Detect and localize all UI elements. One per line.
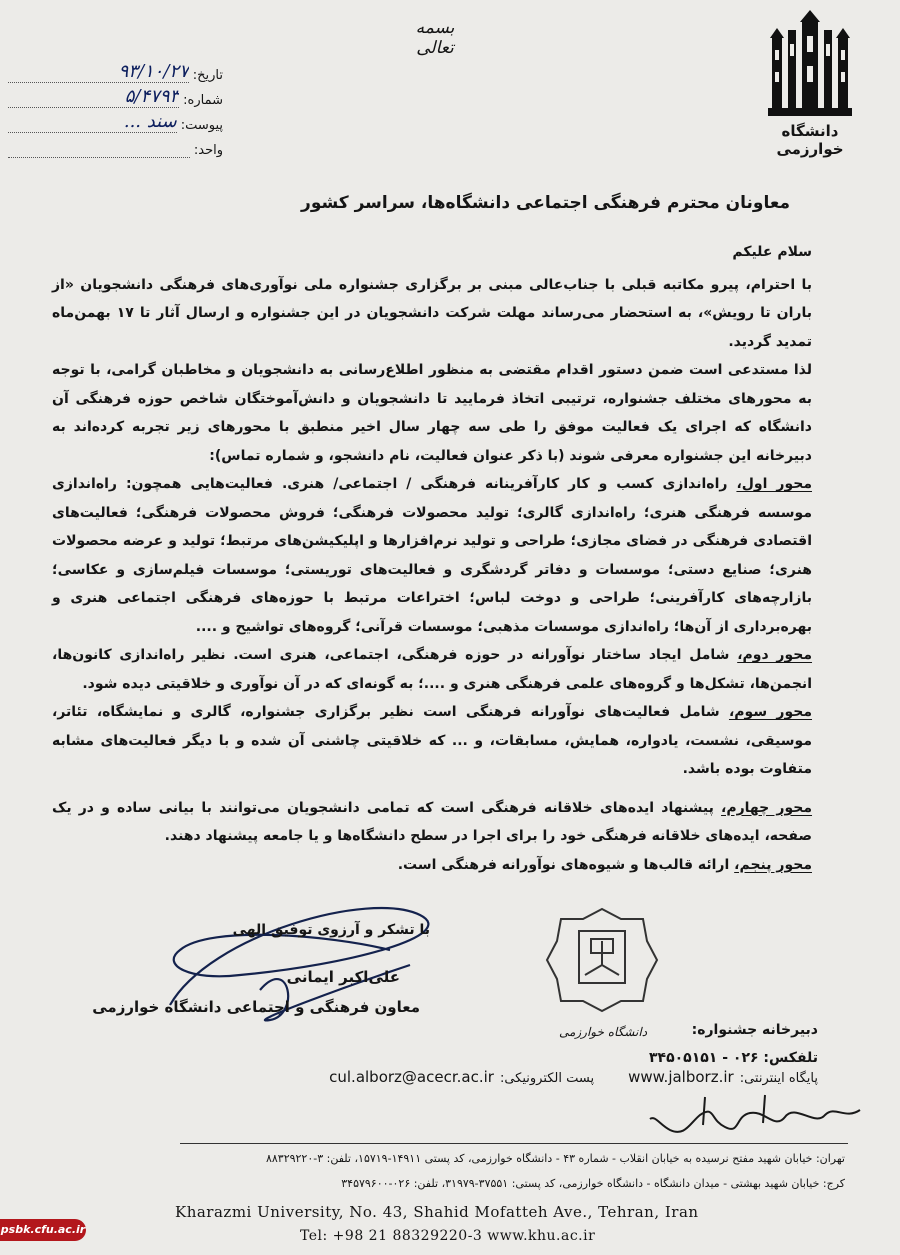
axis-2-title: محور دوم، — [737, 647, 813, 663]
university-stamp — [545, 905, 660, 1015]
handwritten-note — [645, 1085, 870, 1145]
unit-row — [8, 133, 223, 158]
phone-label: تلفکس: — [763, 1050, 818, 1066]
axis-4-text: پیشنهاد ایده‌های خلاقانه فرهنگی است که تمامی دانشجویان می‌توانند با بیانی ساده و در یک صفحه، ایده‌های خلاقانه فرهنگی خود را برای اجرا در سطح دانشگاه‌ها و یا جامعه پیشنهاد دهند. — [52, 799, 812, 844]
axis-5 — [52, 851, 812, 880]
paragraph-1: با احترام، پیرو مکاتبه قبلی با جناب‌عالی مبنی بر برگزاری جشنواره ملی نوآوری‌های فرهنگی دانشجویان «از باران تا رویش»، به استحضار می‌رساند مهلت شرکت دانشجویان در این جشنواره و ارسال آثار تا ۱۷ بهمن‌ماه تمدید گردید. — [52, 276, 813, 350]
unit-value — [8, 157, 190, 158]
email-label: پست الکترونیکی: — [499, 1071, 595, 1086]
email-link[interactable]: cul.alborz@acecr.ac.ir — [329, 1068, 494, 1086]
axis-5-title: محور پنجم، — [734, 856, 812, 873]
axis-5-text: ارائه قالب‌ها و شیوه‌های نوآورانه فرهنگی است. — [397, 856, 730, 873]
website-label: پایگاه اینترنتی: — [739, 1071, 818, 1086]
letter-body — [52, 238, 812, 879]
axis-1-text: راه‌اندازی کسب و کار کارآفرینانه فرهنگی / اجتماعی/ هنری. فعالیت‌هایی همچون: راه‌اندازی موسسه فرهنگی هنری؛ راه‌اندازی گالری؛ تولید محصولات فرهنگی؛ فروش محصولات فرهنگی؛ فعالیت‌های اقتصادی فرهنگی در فضای مجازی؛ طراحی و تولید نرم‌افزارها و اپلیکیشن‌های مرتبط؛ تولید و عرضه محصولات هنری؛ صنایع دستی؛ موسسات و دفاتر گردشگری و فعالیت‌های توریستی؛ موسسات فیلم‌سازی و عکاسی؛ بازارچه‌های کارآفرینی؛ طراحی و دوخت لباس؛ اختراعات مرتبط با حوزه‌های فرهنگی اجتماعی هنری و بهره‌برداری از آن‌ها؛ راه‌اندازی موسسات مذهبی؛ موسسات قرآنی؛ گروه‌های تواشیح و .... — [52, 476, 812, 635]
closing-text: با تشکر و آرزوی توفیق الهی — [232, 922, 430, 938]
greeting: سلام علیکم — [732, 244, 812, 260]
secretariat-contact — [329, 1068, 818, 1086]
axis-1-title: محور اول، — [736, 476, 812, 492]
axis-2 — [52, 641, 812, 698]
date-row — [8, 58, 223, 83]
signer-title: معاون فرهنگی و اجتماعی دانشگاه خوارزمی — [92, 998, 420, 1016]
axis-4-title: محور چهارم، — [721, 799, 813, 816]
watermark-badge: psbk.cfu.ac.ir — [0, 1219, 86, 1241]
letter-meta — [8, 58, 223, 158]
axis-3-text: شامل فعالیت‌های نوآورانه فرهنگی است نظیر برگزاری جشنواره، گالری و نمایشگاه، تئاتر، موسیقی، نشست، یادواره، همایش، مسابقات، و ... که خلاقیتی چاشنی آن شده و با دیگر فعالیت‌های مشابه متفاوت بوده باشد. — [52, 704, 812, 777]
attachment-row — [8, 108, 223, 133]
footer-address-english: Kharazmi University, No. 43, Shahid Mofatteh Ave., Tehran, Iran — [175, 1203, 699, 1221]
axis-1 — [52, 470, 812, 641]
footer-address-karaj: کرج: خیابان شهید بهشتی - میدان دانشگاه - دانشگاه خوارزمی، کد پستی: ۳۷۵۵۱-۳۱۹۷۹، تلفن: ۰۲۶-۳۴۵۷۹۶۰۰ — [341, 1177, 845, 1190]
date-label: تاریخ: — [192, 68, 223, 83]
axis-3-title: محور سوم، — [728, 704, 813, 720]
footer-divider — [180, 1143, 848, 1144]
addressee: معاونان محترم فرهنگی اجتماعی دانشگاه‌ها، سراسر کشور — [301, 193, 790, 213]
axis-4 — [52, 794, 812, 851]
logo-caption: دانشگاه خوارزمی — [776, 122, 844, 158]
footer-phone-website: Tel: +98 21 88329220-3 www.khu.ac.ir — [300, 1228, 596, 1244]
paragraph-2: لذا مستدعی است ضمن دستور اقدام مقتضی به منظور اطلاع‌رسانی به دانشجویان و مخاطبان گرامی، با توجه به محورهای مختلف جشنواره، ترتیبی اتخاذ فرمایید تا دانشجویان و دانش‌آموختگان شاخص حوزه فرهنگی آن دانشگاه که اجرای یک فعالیت موفق را طی سه چهار سال اخیر منطبق با محورهای زیر تجربه کرده‌اند به دبیرخانه این جشنواره معرفی شوند (با ذکر عنوان فعالیت، نام دانشجو، و شماره تماس): — [52, 362, 812, 464]
secretariat-phone — [649, 1050, 818, 1066]
bismillah: بسمه تعالی — [415, 18, 455, 58]
number-row — [8, 83, 223, 108]
unit-label: واحد: — [193, 143, 223, 158]
number-value: ۵/۴۷۹۳ — [8, 87, 179, 108]
signer-name: علی‌اکبر ایمانی — [286, 968, 400, 986]
attachment-value: سند ... — [8, 112, 177, 133]
axis-3 — [52, 698, 812, 784]
axis-2-text: شامل ایجاد ساختار نوآورانه در حوزه فرهنگی، اجتماعی، هنری است. نظیر راه‌اندازی کانون‌ها، انجمن‌ها، تشکل‌ها و گروه‌های علمی فرهنگی هنری و ....؛ به گونه‌ای که در آن نوآوری و خلاقیتی دیده شود. — [52, 647, 812, 692]
website-link[interactable]: www.jalborz.ir — [628, 1068, 734, 1086]
kharazmi-emblem-icon — [766, 10, 854, 120]
attachment-label: پیوست: — [180, 118, 223, 133]
date-value: ۹۳/۱۰/۲۷ — [8, 62, 189, 83]
secretariat-title: دبیرخانه جشنواره: — [691, 1022, 818, 1038]
phone-value: ۰۲۶ - ۳۴۵۰۵۱۵۱ — [648, 1050, 759, 1066]
number-label: شماره: — [183, 93, 223, 108]
stamp-caption: دانشگاه خوارزمی — [558, 1025, 648, 1039]
university-logo — [765, 10, 855, 158]
footer-address-tehran: تهران: خیابان شهید مفتح نرسیده به خیابان انقلاب - شماره ۴۳ - دانشگاه خوارزمی، کد پستی ۱۴۹۱۱-۱۵۷۱۹، تلفن: ۳-۸۸۳۲۹۲۲۰ — [265, 1152, 845, 1165]
